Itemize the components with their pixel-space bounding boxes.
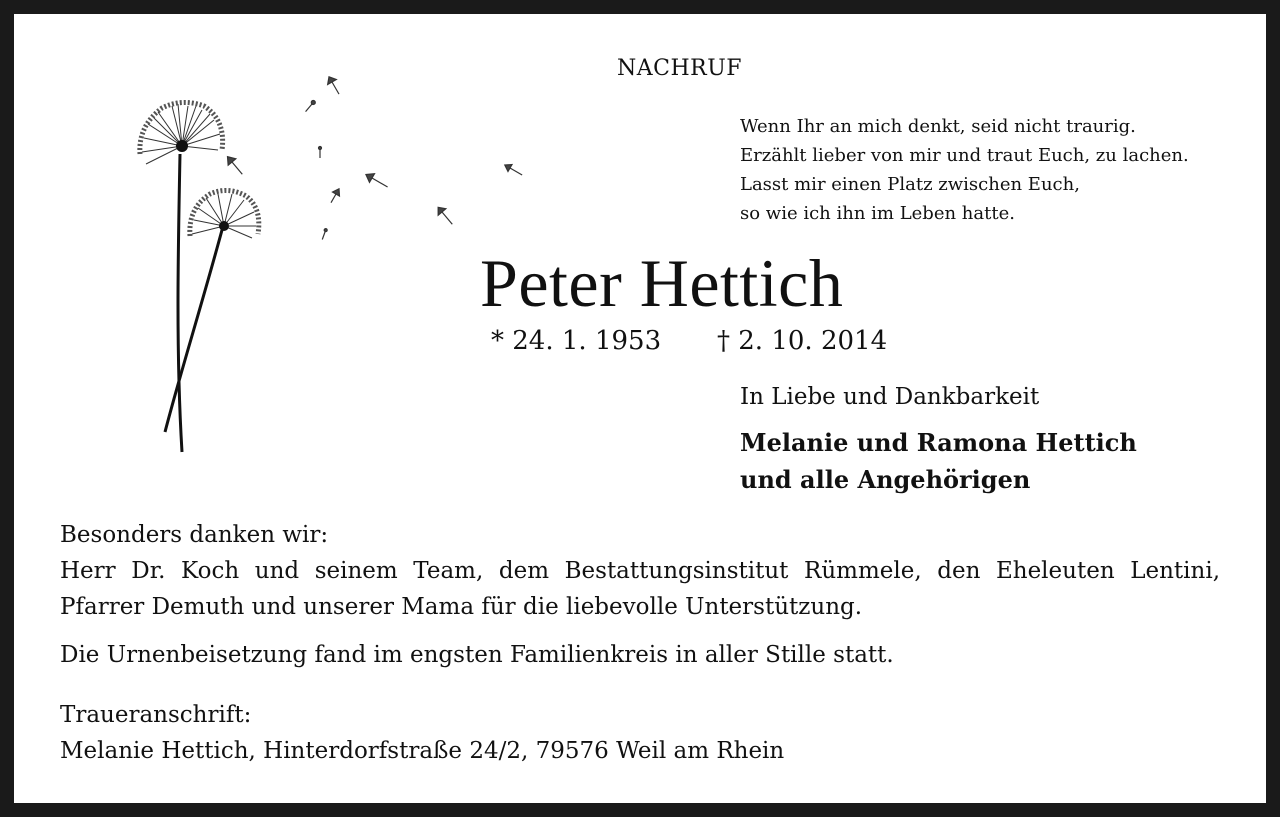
burial-note: Die Urnenbeisetzung fand im engsten Familienkreis in aller Stille statt. bbox=[60, 642, 894, 668]
thanks-block bbox=[60, 517, 1220, 625]
dandelion-icon bbox=[120, 54, 540, 474]
family-line: Melanie und Ramona Hettich bbox=[740, 428, 1137, 457]
obituary-notice bbox=[14, 14, 1266, 803]
thanks-line: Herr Dr. Koch und seinem Team, dem Bestattungsinstitut Rümmele, den Eheleuten Lentini, bbox=[60, 558, 1220, 584]
poem-line: Erzählt lieber von mir und traut Euch, zu lachen. bbox=[740, 145, 1189, 166]
poem-line: so wie ich ihn im Leben hatte. bbox=[740, 203, 1015, 224]
poem-line: Lasst mir einen Platz zwischen Euch, bbox=[740, 174, 1080, 195]
address-block bbox=[60, 697, 784, 769]
address-heading: Traueranschrift: bbox=[60, 702, 252, 728]
thanks-line: Pfarrer Demuth und unserer Mama für die liebevolle Unterstützung. bbox=[60, 594, 863, 620]
address-line: Melanie Hettich, Hinterdorfstraße 24/2, 79576 Weil am Rhein bbox=[60, 738, 785, 764]
deceased-name: Peter Hettich bbox=[480, 245, 844, 321]
family-signature bbox=[740, 424, 1137, 498]
poem-line: Wenn Ihr an mich denkt, seid nicht traurig. bbox=[740, 116, 1136, 137]
notice-heading: NACHRUF bbox=[617, 56, 743, 81]
dedication: In Liebe und Dankbarkeit bbox=[740, 384, 1040, 410]
poem bbox=[740, 112, 1189, 228]
birth-date: * 24. 1. 1953 bbox=[491, 326, 662, 356]
death-date: † 2. 10. 2014 bbox=[717, 326, 888, 356]
family-line: und alle Angehörigen bbox=[740, 465, 1031, 494]
thanks-heading: Besonders danken wir: bbox=[60, 522, 329, 548]
